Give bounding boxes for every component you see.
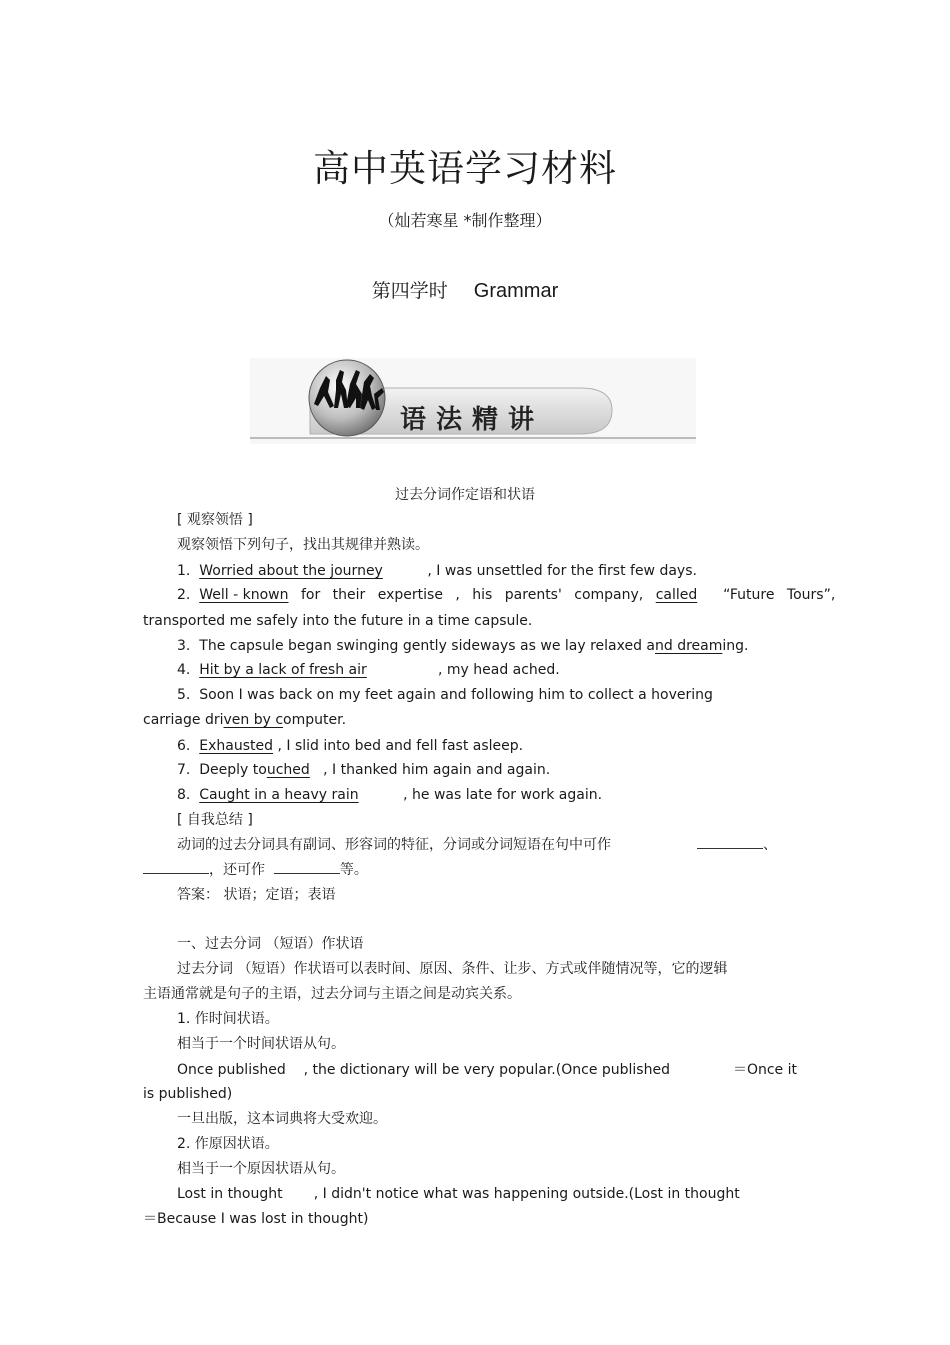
sentence-part: Soon I was back on my feet again and following him to collect a hovering [199, 687, 713, 703]
underlined-phrase: Worried about the journey [199, 563, 383, 579]
sentence-rest: , I was unsettled for the first few days. [427, 563, 697, 579]
sentence-part: “Future Tours”, [710, 587, 836, 603]
item-number: 3. [177, 638, 191, 654]
observe-intro: 观察领悟下列句子，找出其规律并熟读。 [177, 537, 429, 553]
example-sentence-5-cont [143, 711, 346, 729]
sentence-part: omputer. [283, 712, 347, 728]
example-sentence-6 [177, 737, 523, 755]
time-example [177, 1061, 797, 1079]
item-number: 6. [177, 738, 191, 754]
banner-title: 语法精讲 [400, 405, 545, 435]
underlined-phrase: uched [266, 762, 310, 778]
time-example-cont: is published) [143, 1086, 233, 1102]
example-sentence-7 [177, 761, 550, 779]
fill-blank [143, 861, 209, 874]
summary-label: [ 自我总结 ] [177, 812, 253, 828]
time-title: 1. 作时间状语。 [177, 1011, 279, 1027]
underlined-phrase: called [655, 587, 698, 603]
example-part: Lost in thought [177, 1186, 283, 1202]
part1-paragraph-2: 主语通常就是句子的主语，过去分词与主语之间是动宾关系。 [143, 986, 521, 1002]
sentence-rest: , I slid into bed and fell fast asleep. [277, 738, 524, 754]
example-part: , the dictionary will be very popular.(Once published [303, 1062, 670, 1078]
observe-label: [ 观察领悟 ] [177, 512, 253, 528]
fill-blank [697, 836, 763, 849]
grammar-banner [250, 358, 696, 444]
underlined-phrase: Well - known [199, 587, 289, 603]
time-translation: 一旦出版，这本词典将大受欢迎。 [177, 1111, 387, 1127]
time-desc: 相当于一个时间状语从句。 [177, 1036, 345, 1052]
sentence-part: The capsule began swinging gently sideways as we lay relaxed a [199, 638, 656, 654]
summary-line-1 [177, 836, 777, 854]
summary-text: 动词的过去分词具有副词、形容词的特征，分词或分词短语在句中可作 [177, 837, 611, 853]
example-sentence-1 [177, 562, 697, 580]
answer-line: 答案： 状语；定语；表语 [177, 887, 336, 903]
reason-example [177, 1185, 740, 1203]
sentence-rest: , he was late for work again. [403, 787, 603, 803]
sentence-rest: , I thanked him again and again. [323, 762, 551, 778]
item-number: 2. [177, 587, 191, 603]
example-sentence-3 [177, 637, 749, 655]
lesson-name: Grammar [473, 280, 559, 302]
underlined-phrase: Caught in a heavy rain [199, 787, 359, 803]
example-sentence-2 [177, 586, 835, 604]
item-number: 4. [177, 662, 191, 678]
example-sentence-2-cont: transported me safely into the future in a time capsule. [143, 613, 533, 629]
summary-text: 等。 [339, 862, 368, 878]
sentence-part: for their expertise , his parents' company, [288, 587, 656, 603]
sentence-part: carriage dri [143, 712, 224, 728]
blank-separator: 、 [763, 837, 777, 853]
item-number: 7. [177, 762, 191, 778]
example-part: Once published [177, 1062, 286, 1078]
section-heading: 过去分词作定语和状语 [395, 487, 535, 503]
item-number: 1. [177, 563, 191, 579]
underlined-phrase: ven by c [223, 712, 284, 728]
fill-blank [274, 861, 340, 874]
underlined-phrase: Exhausted [199, 738, 274, 754]
reason-title: 2. 作原因状语。 [177, 1136, 279, 1152]
example-sentence-5 [177, 686, 713, 704]
reason-desc: 相当于一个原因状语从句。 [177, 1161, 345, 1177]
lesson-number: 第四学时 [371, 280, 448, 302]
item-number: 8. [177, 787, 191, 803]
summary-text: ，还可作 [209, 862, 265, 878]
page-title: 高中英语学习材料 [313, 147, 617, 190]
example-sentence-4 [177, 661, 560, 679]
example-part: ＝Once it [732, 1062, 797, 1078]
summary-line-2 [143, 861, 368, 879]
page-subtitle: （灿若寒星 *制作整理） [378, 211, 552, 230]
underlined-phrase: Hit by a lack of fresh air [199, 662, 367, 678]
reason-example-cont: ＝Because I was lost in thought) [143, 1211, 369, 1227]
underlined-phrase: nd dream [655, 638, 723, 654]
part1-heading: 一、过去分词 （短语）作状语 [177, 936, 364, 952]
example-sentence-8 [177, 786, 602, 804]
item-number: 5. [177, 687, 191, 703]
sentence-rest: , my head ached. [437, 662, 560, 678]
example-part: , I didn't notice what was happening outside.(Lost in thought [313, 1186, 740, 1202]
part1-paragraph-1: 过去分词 （短语）作状语可以表时间、原因、条件、让步、方式或伴随情况等，它的逻辑 [177, 961, 728, 977]
lesson-heading [0, 276, 930, 303]
sentence-part: ing. [722, 638, 749, 654]
sentence-part: Deeply to [199, 762, 267, 778]
